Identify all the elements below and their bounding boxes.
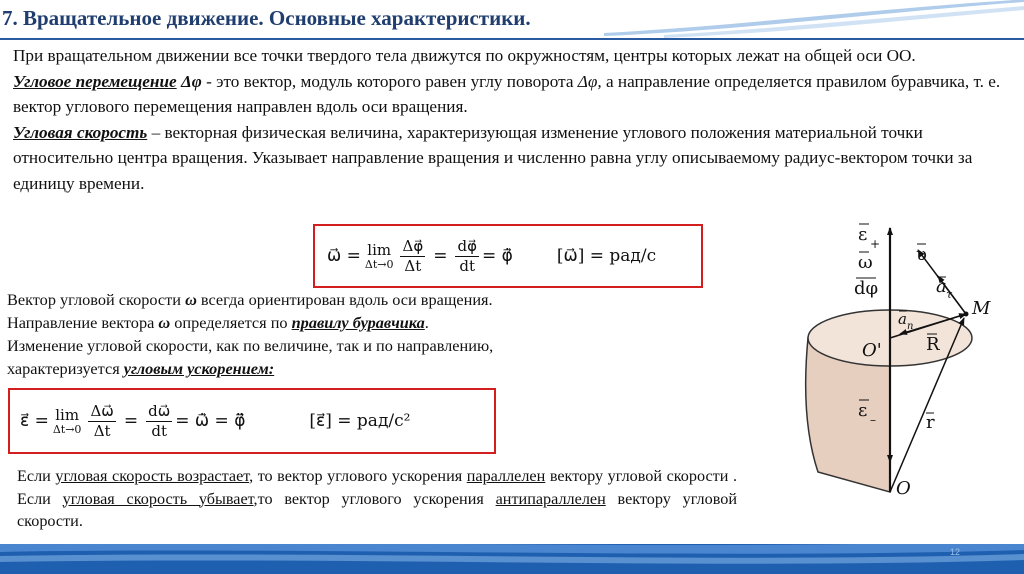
angular-velocity-paragraph <box>13 120 1003 197</box>
formula1-frac2-den: dt <box>459 256 476 275</box>
note-text: всегда ориентирован вдоль оси вращения. <box>196 290 493 309</box>
angular-displacement-text: - это вектор, модуль которого равен углу поворота <box>201 71 578 91</box>
acceleration-direction-paragraph <box>17 465 737 533</box>
formula2-limit <box>53 407 82 436</box>
formula1-frac1-num: Δφ⃗ <box>402 236 424 255</box>
formula2-frac2-den: dt <box>151 421 167 440</box>
note-line-4 <box>7 357 607 380</box>
eps-plus-sub: + <box>870 237 881 251</box>
formula2-rhs: = ω⃗̇ = φ⃗̈ <box>175 411 246 431</box>
a-n-label: a <box>898 310 907 328</box>
eps-plus-label: ε <box>858 224 868 245</box>
intro-text <box>13 43 1003 197</box>
angular-displacement-text-2: а направление определяется правилом буравчика, т. е. вектор углового перемещения направлен вдоль оси вращения. <box>13 71 1001 117</box>
decreasing-velocity-phrase: угловая скорость убывает <box>62 489 254 508</box>
formula2-frac2-num: dω⃗ <box>148 401 171 420</box>
gimlet-rule-term: правилу буравчика <box>291 313 425 332</box>
formula2-lim: lim <box>55 405 80 424</box>
bottom-text: Если <box>17 467 56 485</box>
angular-acceleration-term: угловым ускорением: <box>123 359 275 378</box>
velocity-label: υ <box>916 244 927 265</box>
note-text: Вектор угловой скорости <box>7 290 186 309</box>
omega-symbol: ω <box>185 290 197 309</box>
note-line-1 <box>7 288 607 311</box>
radius-label: R <box>926 334 940 355</box>
antiparallel-term: антипараллелен <box>495 489 606 508</box>
note-text: . <box>424 313 429 332</box>
note-line-2 <box>7 311 607 334</box>
origin-label: O <box>896 478 911 499</box>
eps-minus-sub: – <box>870 413 876 427</box>
delta-phi-inline: Δφ, <box>577 71 602 91</box>
formula2-frac1-num: Δω⃗ <box>90 401 114 420</box>
a-tau-label: a <box>936 276 947 297</box>
delta-phi-symbol: Δφ <box>180 71 202 91</box>
formula2-lim-sub: Δt→0 <box>52 422 82 436</box>
bottom-text: , то вектор углового ускорения <box>249 467 467 485</box>
formula1-frac1-den: Δt <box>404 256 422 275</box>
increasing-velocity-phrase: угловая скорость возрастает <box>55 467 250 485</box>
note-line-3: Изменение угловой скорости, как по величине, так и по направлению, <box>7 336 494 355</box>
formula1-lim-sub: Δt→0 <box>364 257 394 271</box>
formula2-units: [ε⃗] = рад/с² <box>309 411 411 431</box>
point-m-label: M <box>972 298 991 319</box>
dphi-label: dφ <box>854 278 879 299</box>
angular-velocity-term: Угловая скорость <box>13 122 148 142</box>
formula2-frac1-den: Δt <box>93 421 111 440</box>
formula1-rhs: = φ⃗̇ <box>481 246 513 266</box>
eps-minus-label: ε <box>858 400 868 421</box>
page-title: 7. Вращательное движение. Основные характеристики. <box>2 6 531 30</box>
angular-acceleration-formula <box>8 388 496 454</box>
angular-displacement-term: Угловое перемещение <box>13 71 177 91</box>
a-n-sub: n <box>907 321 914 332</box>
formula1-fraction-1 <box>400 237 425 276</box>
position-vector-label: r <box>926 412 935 433</box>
angular-displacement-paragraph <box>13 69 1003 120</box>
parallel-term: параллелен <box>466 467 546 485</box>
rotation-diagram <box>760 210 1024 510</box>
angular-velocity-notes <box>7 288 607 380</box>
formula1-equals: = <box>433 246 448 266</box>
formula2-equals: = <box>123 411 139 431</box>
a-tau-sub: τ <box>946 288 953 301</box>
formula1-fraction-2 <box>455 237 479 276</box>
intro-paragraph: При вращательном движении все точки твердого тела движутся по окружностям, центры которых лежат на общей оси ОО. <box>13 46 916 65</box>
bottom-text: вектору угловой скорости. <box>17 489 738 530</box>
page-number: 12 <box>950 547 961 557</box>
formula2-fraction-1 <box>88 402 115 441</box>
omega-label: ω <box>858 252 873 273</box>
o-prime-label: O' <box>862 340 882 361</box>
formula1-limit <box>365 242 394 271</box>
formula2-fraction-2 <box>146 402 172 441</box>
formula1-frac2-num: dφ⃗ <box>457 236 477 255</box>
formula2-lhs: ε⃗ = <box>20 411 49 431</box>
footer-band <box>0 536 1024 574</box>
point-m <box>964 312 969 317</box>
note-text: определяется по <box>170 313 292 332</box>
acceleration-direction-text <box>17 465 737 533</box>
formula1-lim: lim <box>367 240 392 259</box>
note-text: Направление вектора <box>7 313 159 332</box>
bottom-text: ,то вектор углового ускорения <box>253 489 496 508</box>
formula1-units: [ω⃗] = рад/с <box>556 246 657 266</box>
bottom-text: вектору угловой скорости . Если <box>17 467 737 508</box>
title-divider <box>0 38 1024 40</box>
formula1-lhs: ω⃗ = <box>327 246 361 266</box>
omega-symbol: ω <box>158 313 171 332</box>
header-swoosh-decoration <box>604 0 1024 40</box>
angular-velocity-text: – векторная физическая величина, характеризующая изменение углового положения материальной точки относительно центра вращения. Указывает направление вращения и численно равна углу описываемому радиус-вектором точки за единицу времени. <box>13 122 973 193</box>
note-text: характеризуется <box>7 359 124 378</box>
angular-velocity-formula <box>313 224 703 288</box>
